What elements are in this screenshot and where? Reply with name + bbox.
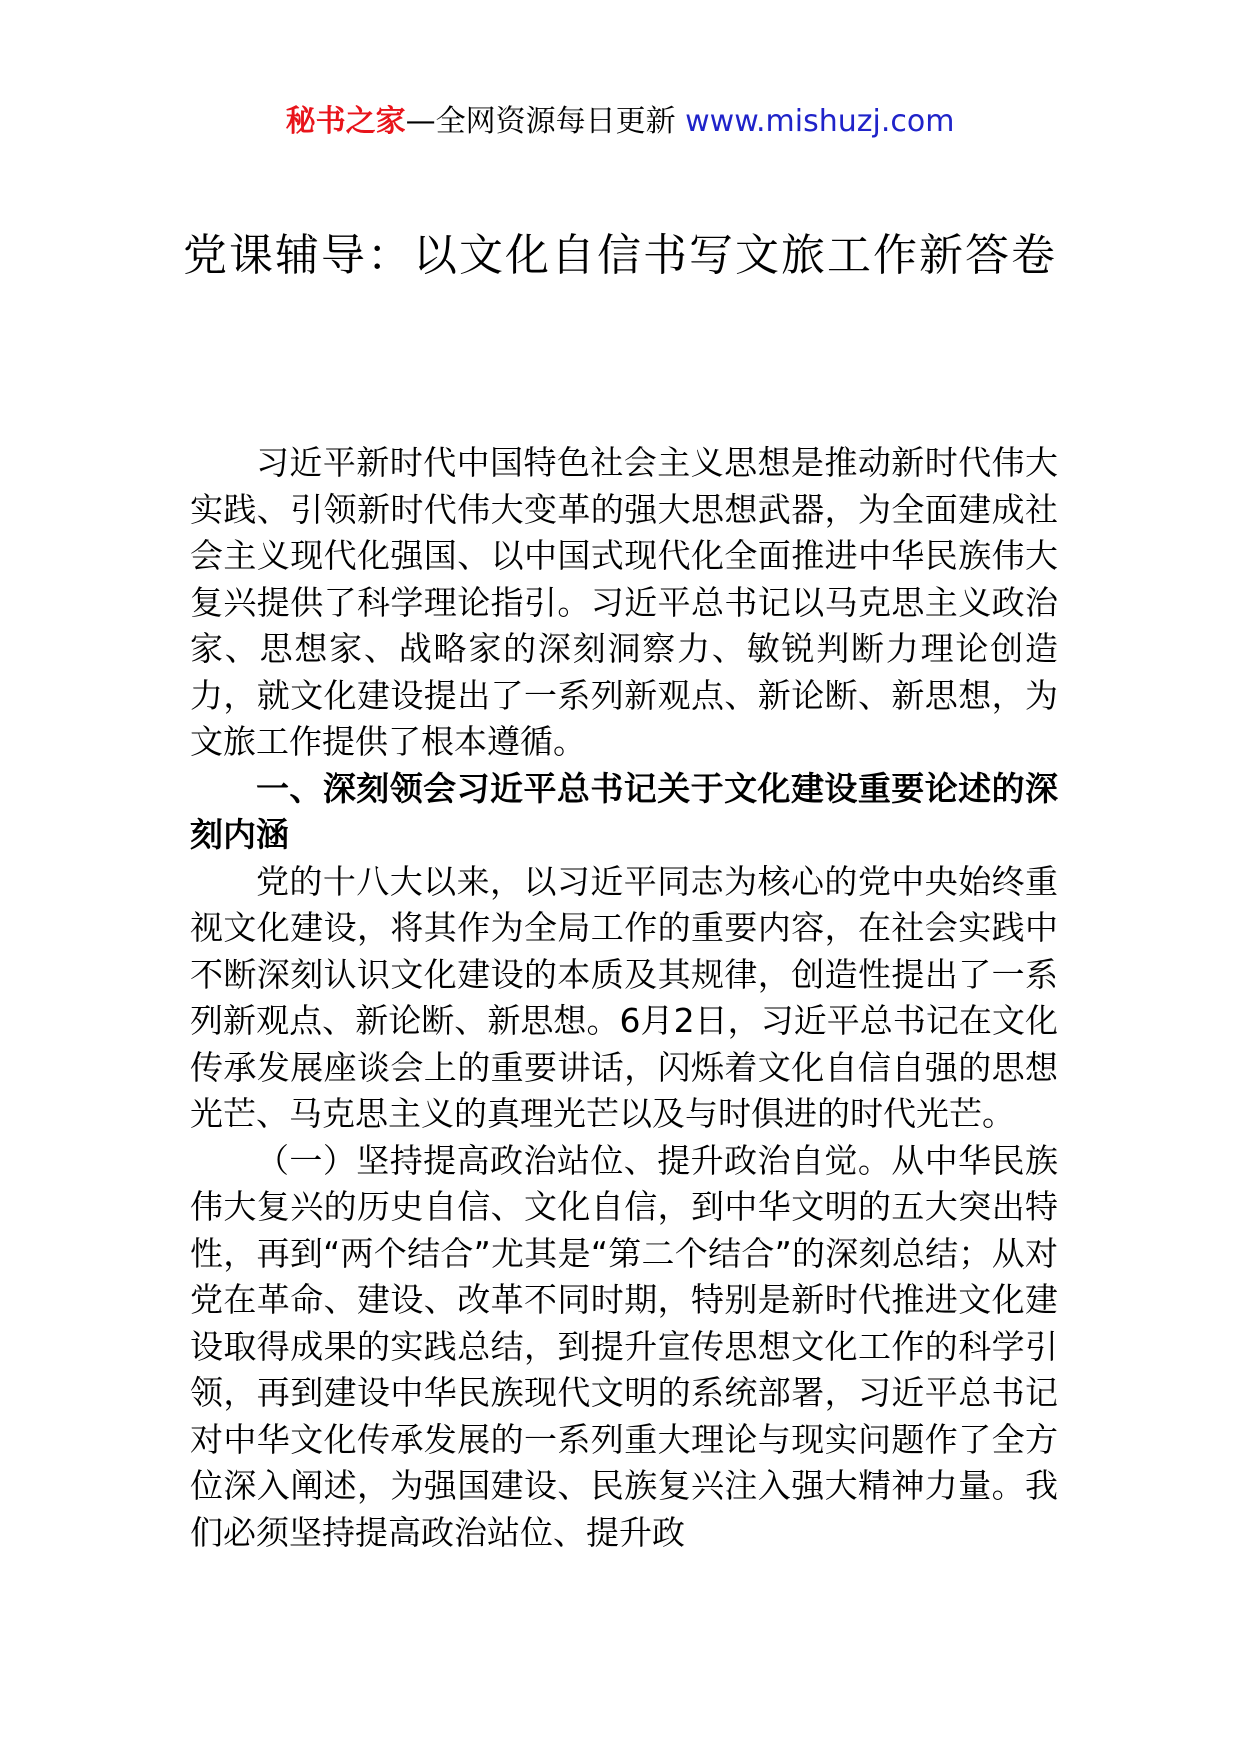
site-brand: 秘书之家 bbox=[285, 104, 406, 139]
paragraph-subsection-1: （一）坚持提高政治站位、提升政治自觉。从中华民族伟大复兴的历史自信、文化自信，到中华文明的五大突出特性，再到“两个结合”尤其是“第二个结合”的深刻总结；从对党在革命、建设、改革不同时期，特别是新时代推进文化建设取得成果的实践总结，到提升宣传思想文化工作的科学引领，再到建设中华民族现代文明的系统部署，习近平总书记对中华文化传承发展的一系列重大理论与现实问题作了全方位深入阐述，为强国建设、民族复兴注入强大精神力量。我们必须坚持提高政治站位、提升政 bbox=[190, 1140, 1058, 1552]
document-title: 党课辅导：以文化自信书写文旅工作新答卷 bbox=[183, 230, 1057, 281]
site-url-link[interactable]: www.mishuzj.com bbox=[685, 104, 955, 139]
paragraph-intro: 习近平新时代中国特色社会主义思想是推动新时代伟大实践、引领新时代伟大变革的强大思想武器，为全面建成社会主义现代化强国、以中国式现代化全面推进中华民族伟大复兴提供了科学理论指引。习近平总书记以马克思主义政治家、思想家、战略家的深刻洞察力、敏锐判断力理论创造力，就文化建设提出了一系列新观点、新论断、新思想，为文旅工作提供了根本遵循。 bbox=[190, 443, 1058, 761]
section-heading-1: 一、深刻领会习近平总书记关于文化建设重要论述的深刻内涵 bbox=[190, 768, 1058, 854]
site-header bbox=[0, 100, 1240, 144]
site-slogan: —全网资源每日更新 bbox=[405, 104, 676, 139]
paragraph-section-1: 党的十八大以来，以习近平同志为核心的党中央始终重视文化建设，将其作为全局工作的重要内容，在社会实践中不断深刻认识文化建设的本质及其规律，创造性提出了一系列新观点、新论断、新思想。6月2日，习近平总书记在文化传承发展座谈会上的重要讲话，闪烁着文化自信自强的思想光芒、马克思主义的真理光芒以及与时俱进的时代光芒。 bbox=[190, 861, 1058, 1133]
document-body bbox=[190, 440, 1058, 1556]
